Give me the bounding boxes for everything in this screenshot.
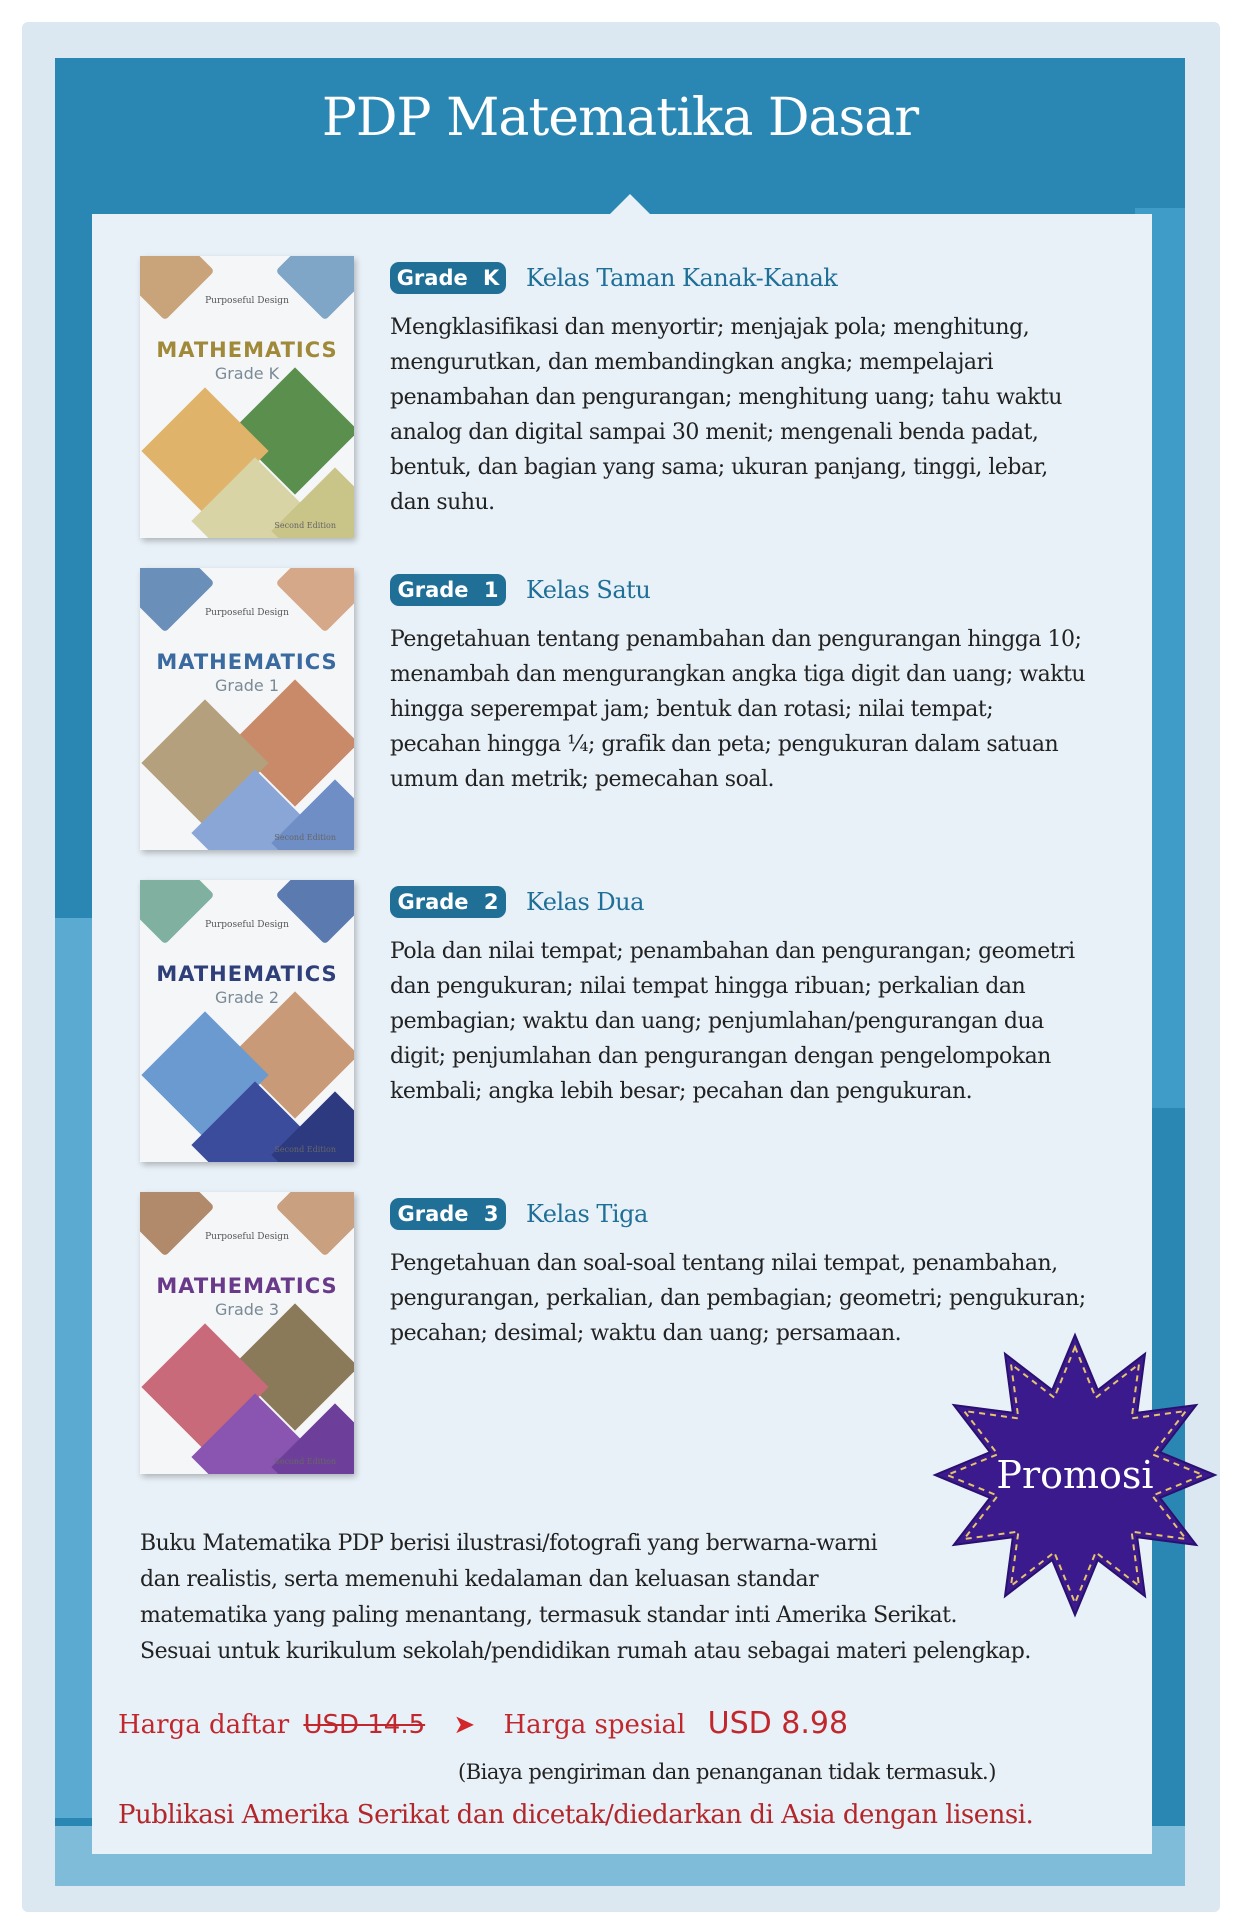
book-cover-grade-3 [140, 1192, 354, 1474]
grade-badge: Grade K [390, 262, 506, 294]
special-price-label: Harga spesial [503, 1710, 686, 1740]
cover-photo [276, 1192, 354, 1256]
cover-photo [140, 256, 214, 320]
cover-edition: Second Edition [274, 521, 336, 530]
footer-line: Buku Matematika PDP berisi ilustrasi/fotografi yang berwarna-warni [140, 1531, 878, 1556]
grade-badge: Grade 1 [390, 574, 506, 606]
cover-publisher: Purposeful Design [205, 920, 289, 930]
grade-badge: Grade 2 [390, 886, 506, 918]
cover-publisher: Purposeful Design [205, 1232, 289, 1242]
list-price-value: USD 14.5 [303, 1710, 426, 1740]
cover-title: MATHEMATICS [156, 338, 338, 362]
grade-subtitle: Kelas Satu [526, 576, 651, 604]
card-notch [608, 194, 652, 216]
cover-photo [276, 568, 354, 632]
cover-publisher: Purposeful Design [205, 608, 289, 618]
cover-photo [140, 568, 214, 632]
cover-edition: Second Edition [274, 833, 336, 842]
cover-edition: Second Edition [274, 1457, 336, 1466]
cover-grade: Grade 3 [214, 1300, 280, 1319]
cover-photo [140, 880, 214, 944]
grade-description: Pengetahuan tentang penambahan dan pengurangan hingga 10; menambah dan mengurangkan angka tiga digit dan uang; waktu hingga seperempat jam; bentuk dan rotasi; nilai tempat; pecahan hingga ¼; grafik dan peta; pengukuran dalam satuan umum dan metrik; pemecahan soal. [390, 627, 1086, 792]
price-line [118, 1706, 848, 1741]
grade-subtitle: Kelas Taman Kanak-Kanak [526, 264, 838, 292]
footer-description [140, 1526, 1100, 1670]
cover-grade: Grade 1 [214, 676, 280, 695]
page-title: PDP Matematika Dasar [321, 88, 919, 148]
arrow-right-icon: ➤ [453, 1710, 476, 1740]
list-price-label: Harga daftar [118, 1710, 290, 1740]
decor-stripe [55, 918, 95, 1818]
shipping-note: (Biaya pengiriman dan penanganan tidak termasuk.) [458, 1760, 996, 1784]
special-price-value: USD 8.98 [707, 1706, 849, 1741]
cover-grade: Grade K [214, 364, 280, 383]
footer-line: matematika yang paling menantang, termasuk standar inti Amerika Serikat. [140, 1603, 957, 1628]
grade-subtitle: Kelas Dua [526, 888, 644, 916]
cover-title: MATHEMATICS [156, 1274, 338, 1298]
book-cover-grade-k [140, 256, 354, 538]
publication-note: Publikasi Amerika Serikat dan dicetak/diedarkan di Asia dengan lisensi. [118, 1800, 1034, 1830]
cover-edition: Second Edition [274, 1145, 336, 1154]
grade-badge: Grade 3 [390, 1198, 506, 1230]
cover-photo [276, 880, 354, 944]
cover-grade: Grade 2 [214, 988, 280, 1007]
book-cover-grade-1 [140, 568, 354, 850]
cover-photo [140, 1192, 214, 1256]
cover-photo [276, 256, 354, 320]
cover-publisher: Purposeful Design [205, 296, 289, 306]
grade-description: Pola dan nilai tempat; penambahan dan pengurangan; geometri dan pengukuran; nilai tempat hingga ribuan; perkalian dan pembagian; waktu dan uang; penjumlahan/pengurangan dua digit; penjumlahan dan pengurangan dengan pengelompokan kembali; angka lebih besar; pecahan dan pengukuran. [390, 939, 1075, 1104]
cover-title: MATHEMATICS [156, 650, 338, 674]
footer-line: Sesuai untuk kurikulum sekolah/pendidikan rumah atau sebagai materi pelengkap. [140, 1639, 1031, 1664]
grade-description: Mengklasifikasi dan menyortir; menjajak pola; menghitung, mengurutkan, dan membandingkan angka; mempelajari penambahan dan pengurangan; menghitung uang; tahu waktu analog dan digital sampai 30 menit; mengenali benda padat, bentuk, dan bagian yang sama; ukuran panjang, tinggi, lebar, dan suhu. [390, 315, 1062, 515]
footer-line: dan realistis, serta memenuhi kedalaman dan keluasan standar [140, 1567, 819, 1592]
book-cover-grade-2 [140, 880, 354, 1162]
grade-description: Pengetahuan dan soal-soal tentang nilai tempat, penambahan, pengurangan, perkalian, dan pembagian; geometri; pengukuran; pecahan; desimal; waktu dan uang; persamaan. [390, 1251, 1086, 1346]
cover-title: MATHEMATICS [156, 962, 338, 986]
promo-label: Promosi [996, 1453, 1154, 1497]
grade-subtitle: Kelas Tiga [526, 1200, 648, 1228]
